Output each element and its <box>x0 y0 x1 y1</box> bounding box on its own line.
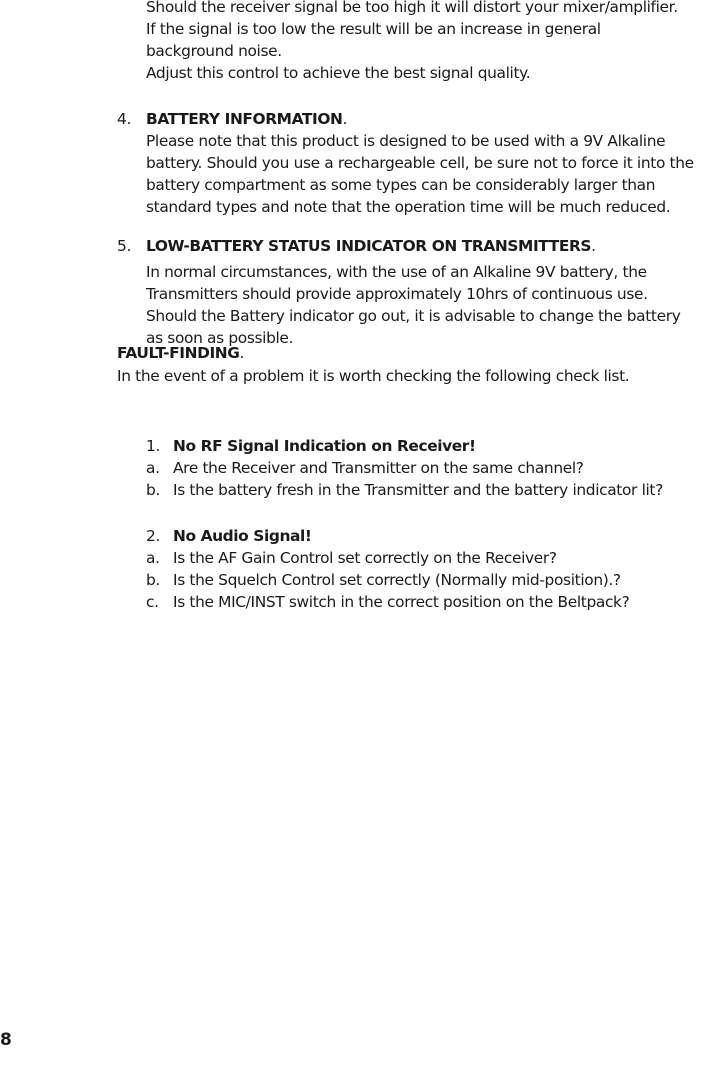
check-2-item-c-text: Is the MIC/INST switch in the correct position on the Beltpack? <box>173 593 630 611</box>
check-1-item-a-text: Are the Receiver and Transmitter on the same channel? <box>173 459 584 477</box>
check-1-item-a-letter: a. <box>146 459 160 477</box>
section-5-line-4: as soon as possible. <box>146 329 294 347</box>
section-4-heading <box>146 109 347 130</box>
check-2-title: No Audio Signal! <box>173 527 312 545</box>
section-5-number: 5. <box>117 237 131 255</box>
section-4-number: 4. <box>117 110 131 128</box>
section-5-heading-text: LOW-BATTERY STATUS INDICATOR ON TRANSMITTERS <box>146 237 592 255</box>
section-4-heading-text: BATTERY INFORMATION <box>146 110 343 128</box>
section-4-line-3: battery compartment as some types can be considerably larger than <box>146 176 656 194</box>
check-2-item-a-letter: a. <box>146 549 160 567</box>
section-5-line-3: Should the Battery indicator go out, it is advisable to change the battery <box>146 307 681 325</box>
check-1-title: No RF Signal Indication on Receiver! <box>173 437 476 455</box>
fault-finding-intro: In the event of a problem it is worth checking the following check list. <box>117 367 630 385</box>
section-5-line-1: In normal circumstances, with the use of an Alkaline 9V battery, the <box>146 263 647 281</box>
section-5-heading <box>146 236 596 257</box>
fault-finding-heading <box>117 343 244 364</box>
page-number: 8 <box>0 1030 12 1050</box>
intro-line-1: Should the receiver signal be too high it will distort your mixer/amplifier. <box>146 0 678 16</box>
section-4-line-1: Please note that this product is designed to be used with a 9V Alkaline <box>146 132 666 150</box>
intro-line-2: If the signal is too low the result will be an increase in general <box>146 20 601 38</box>
section-5-heading-suffix: . <box>591 237 596 255</box>
section-4-heading-suffix: . <box>342 110 348 128</box>
check-1-item-b-text: Is the battery fresh in the Transmitter and the battery indicator lit? <box>173 481 663 499</box>
intro-line-3: background noise. <box>146 42 282 60</box>
check-2-item-c-letter: c. <box>146 593 159 611</box>
intro-line-4: Adjust this control to achieve the best signal quality. <box>146 64 531 82</box>
section-4-line-4: standard types and note that the operation time will be much reduced. <box>146 198 671 216</box>
fault-finding-heading-text: FAULT-FINDING <box>117 344 240 362</box>
check-2-item-a-text: Is the AF Gain Control set correctly on the Receiver? <box>173 549 557 567</box>
check-2-number: 2. <box>146 527 160 545</box>
check-1-item-b-letter: b. <box>146 481 160 499</box>
check-2-item-b-letter: b. <box>146 571 160 589</box>
fault-finding-heading-suffix: . <box>239 344 245 362</box>
check-1-number: 1. <box>146 437 160 455</box>
section-5-line-2: Transmitters should provide approximately 10hrs of continuous use. <box>146 285 648 303</box>
section-4-line-2: battery. Should you use a rechargeable cell, be sure not to force it into the <box>146 154 694 172</box>
check-2-item-b-text: Is the Squelch Control set correctly (Normally mid-position).? <box>173 571 621 589</box>
